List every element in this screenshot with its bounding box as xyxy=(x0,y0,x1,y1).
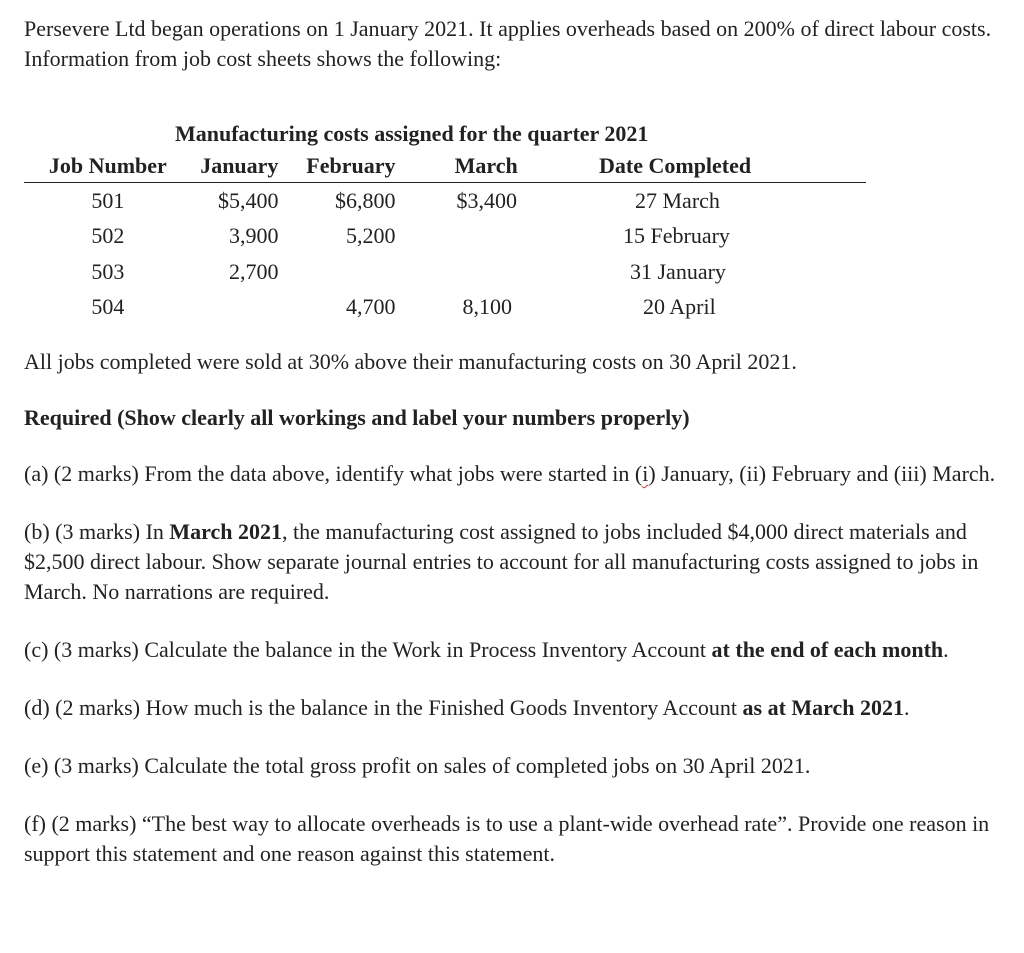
table-row xyxy=(24,219,866,255)
cell-job: 502 xyxy=(91,223,125,249)
question-d-text-before: (d) (2 marks) How much is the balance in the Finished Goods Inventory Account xyxy=(24,695,743,720)
question-e: (e) (3 marks) Calculate the total gross profit on sales of completed jobs on 30 April 2021. xyxy=(24,753,811,778)
sold-note: All jobs completed were sold at 30% above their manufacturing costs on 30 April 2021. xyxy=(24,349,797,374)
header-march: March xyxy=(395,150,537,183)
cell-february: $6,800 xyxy=(334,187,396,213)
question-a-text-before: (a) (2 marks) From the data above, identify what jobs were started in ( xyxy=(24,461,643,486)
cell-date-completed: 20 April xyxy=(643,294,716,320)
question-a xyxy=(24,459,1004,489)
cell-february: 5,200 xyxy=(345,223,396,249)
question-c-text-before: (c) (3 marks) Calculate the balance in the Work in Process Inventory Account xyxy=(24,637,712,662)
header-january: January xyxy=(192,150,279,183)
question-c xyxy=(24,635,1004,665)
header-date-completed: Date Completed xyxy=(537,150,866,183)
question-c-bold: at the end of each month xyxy=(711,637,944,662)
cell-january: 3,900 xyxy=(228,223,279,249)
table-header-row xyxy=(24,150,866,183)
cell-job: 501 xyxy=(91,187,125,213)
question-d xyxy=(24,693,1004,723)
cell-february: 4,700 xyxy=(345,294,396,320)
cell-date-completed: 15 February xyxy=(623,223,730,249)
intro-paragraph: Persevere Ltd began operations on 1 January 2021. It applies overheads based on 200% of direct labour costs. Information from job cost sheets shows the following: xyxy=(24,16,992,71)
table-row xyxy=(24,183,866,219)
question-b-text-before: (b) (3 marks) In xyxy=(24,519,170,544)
document-page xyxy=(24,14,1004,869)
header-february: February xyxy=(278,150,395,183)
cell-march xyxy=(395,254,537,290)
table-row xyxy=(24,254,866,290)
table-caption: Manufacturing costs assigned for the quarter 2021 xyxy=(175,121,649,146)
question-a-text-after: ) January, (ii) February and (iii) March. xyxy=(648,461,996,486)
cell-job: 504 xyxy=(91,294,125,320)
table-row xyxy=(24,290,866,326)
cell-january: 2,700 xyxy=(228,258,279,284)
header-job-number: Job Number xyxy=(24,150,192,183)
cell-march: 8,100 xyxy=(462,294,512,320)
cell-february xyxy=(278,254,395,290)
cell-january xyxy=(192,290,279,326)
question-f: (f) (2 marks) “The best way to allocate overheads is to use a plant-wide overhead rate”. Provide one reason in support this statement and one reason against this statement. xyxy=(24,811,990,866)
cell-date-completed: 31 January xyxy=(630,258,726,284)
question-b-bold: March 2021 xyxy=(169,519,283,544)
cell-january: $5,400 xyxy=(217,187,279,213)
required-heading: Required (Show clearly all workings and label your numbers properly) xyxy=(24,405,690,430)
cell-date-completed: 27 March xyxy=(635,187,720,213)
cell-job: 503 xyxy=(91,258,125,284)
cost-table xyxy=(24,118,866,325)
question-c-text-after: . xyxy=(943,637,949,662)
cell-march: $3,400 xyxy=(456,187,517,213)
question-b xyxy=(24,517,1004,607)
question-d-bold: as at March 2021 xyxy=(742,695,905,720)
cell-march xyxy=(395,219,537,255)
question-d-text-after: . xyxy=(904,695,910,720)
question-b-text-after: , the manufacturing cost assigned to jobs included $4,000 direct materials and $2,500 direct labour. Show separate journal entries to account for all manufacturing costs assigned to jobs in March. No narrations are required. xyxy=(24,519,979,604)
question-a-marked-word: i xyxy=(642,461,649,486)
